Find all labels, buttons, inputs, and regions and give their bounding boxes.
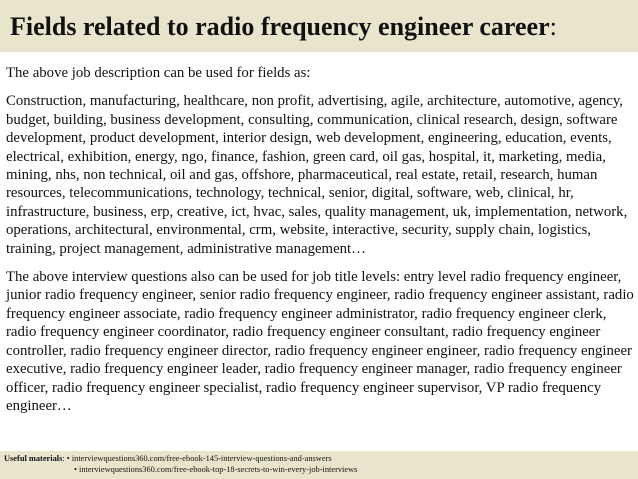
title-banner (0, 0, 638, 52)
footer-link-1[interactable]: : • interviewquestions360.com/free-ebook-145-interview-questions-and-answers (62, 454, 332, 463)
main-content (6, 64, 634, 425)
footer-link-2[interactable]: • interviewquestions360.com/free-ebook-top-18-secrets-to-win-every-job-interviews (74, 464, 358, 474)
page-title: Fields related to radio frequency engineer career (10, 12, 550, 41)
footer-banner (0, 451, 638, 479)
fields-paragraph: Construction, manufacturing, healthcare, non profit, advertising, agile, architecture, automotive, agency, budget, building, business development, consulting, communication, clinical research, design, software development, product development, interior design, web development, engineering, education, events, electrical, exhibition, energy, ngo, finance, fashion, green card, oil gas, hospital, it, marketing, media, mining, nhs, non technical, oil and gas, offshore, pharmaceutical, real estate, retail, research, human resources, telecommunications, technology, technical, senior, digital, software, web, clinical, hr, infrastructure, business, erp, creative, ict, hvac, sales, quality management, uk, implementation, network, operations, architectural, environmental, crm, website, interactive, security, supply chain, logistics, training, project management, administrative management… (6, 93, 628, 257)
footer-row-2 (4, 465, 638, 476)
page-title-colon: : (549, 12, 557, 41)
job-levels-paragraph: The above interview questions also can be used for job title levels: entry level radio frequency engineer, junior radio frequency engineer, senior radio frequency engineer, radio frequency engineer assistant, radio frequency engineer associate, radio frequency engineer administrator, radio frequency engineer clerk, radio frequency engineer coordinator, radio frequency engineer consultant, radio frequency engineer controller, radio frequency engineer director, radio frequency engineer engineer, radio frequency engineer executive, radio frequency engineer leader, radio frequency engineer manager, radio frequency engineer officer, radio frequency engineer specialist, radio frequency engineer supervisor, VP radio frequency engineer… (6, 269, 634, 414)
intro-text: The above job description can be used for fields as: (6, 65, 311, 81)
footer-row-1 (4, 454, 638, 465)
footer-label: Useful materials (4, 454, 63, 463)
